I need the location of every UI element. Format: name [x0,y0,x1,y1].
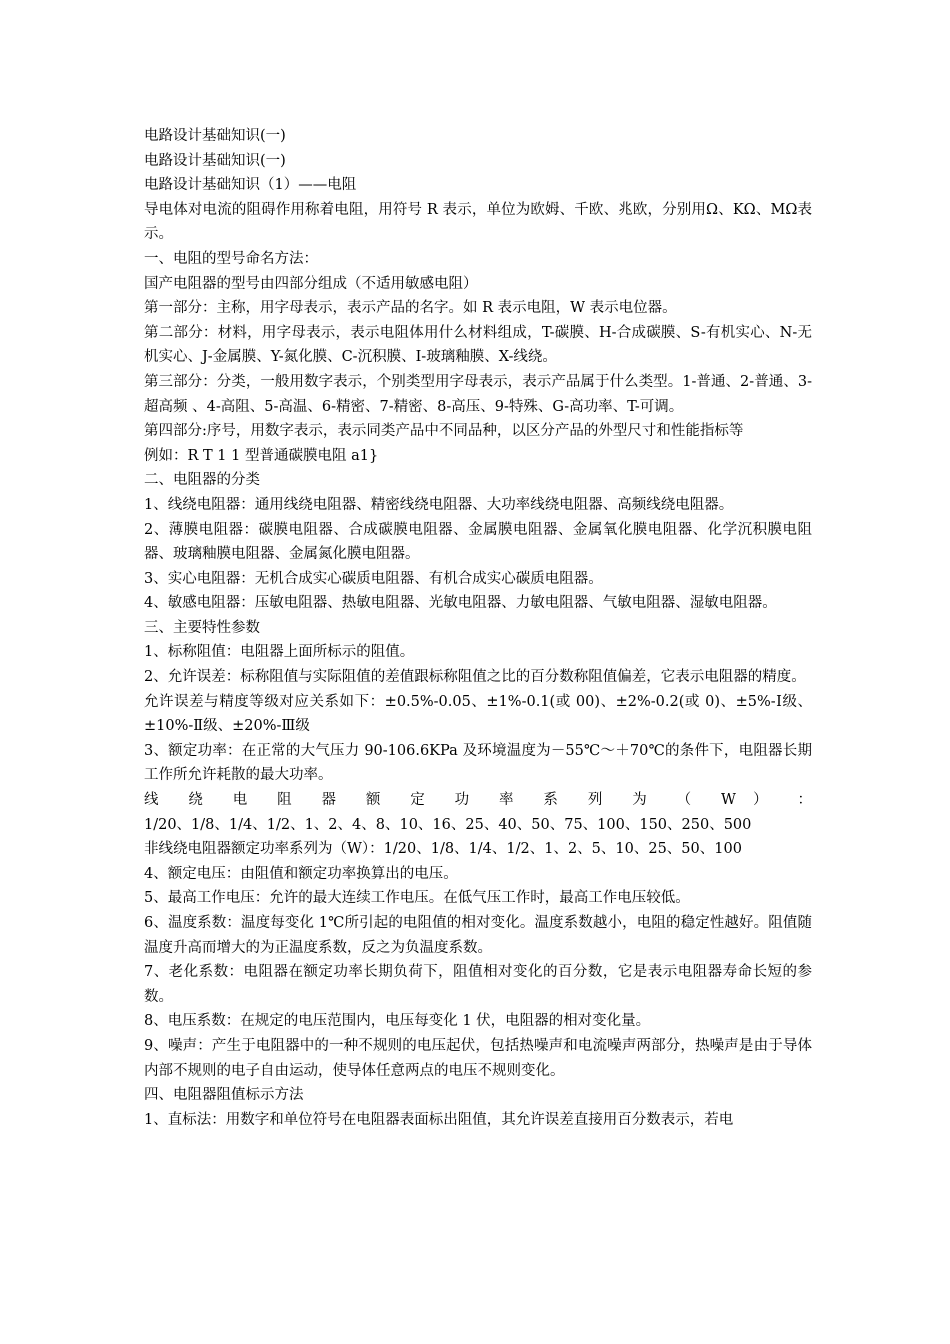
paragraph: 第二部分：材料，用字母表示，表示电阻体用什么材料组成，T-碳膜、H-合成碳膜、S-有机实心、N-无机实心、J-金属膜、Y-氮化膜、C-沉积膜、I-玻璃釉膜、X-线绕。 [144,324,812,366]
list-item: 1、线绕电阻器：通用线绕电阻器、精密线绕电阻器、大功率线绕电阻器、高频线绕电阻器。 [144,496,734,513]
list-item: 3、实心电阻器：无机合成实心碳质电阻器、有机合成实心碳质电阻器。 [144,570,603,587]
paragraph: 导电体对电流的阻碍作用称着电阻，用符号 R 表示，单位为欧姆、千欧、兆欧，分别用Ω、KΩ、MΩ表示。 [144,201,812,243]
list-item: 2、薄膜电阻器：碳膜电阻器、合成碳膜电阻器、金属膜电阻器、金属氧化膜电阻器、化学沉积膜电阻器、玻璃釉膜电阻器、金属氮化膜电阻器。 [144,521,812,563]
paragraph-spread: 线 绕 电 阻 器 额 定 功 率 系 列 为 （ W ） ： [144,792,812,809]
section-heading: 一、电阻的型号命名方法： [144,250,318,267]
list-item: 1、直标法：用数字和单位符号在电阻器表面标出阻值，其允许误差直接用百分数表示，若电 [144,1111,734,1128]
paragraph: 1/20、1/8、1/4、1/2、1、2、4、8、10、16、25、40、50、75、100、150、250、500 [144,816,752,833]
list-item: 5、最高工作电压：允许的最大连续工作电压。在低气压工作时，最高工作电压较低。 [144,890,690,907]
list-item: 4、敏感电阻器：压敏电阻器、热敏电阻器、光敏电阻器、力敏电阻器、气敏电阻器、湿敏电阻器。 [144,595,777,612]
doc-title: 电路设计基础知识(一) [144,128,286,144]
section-heading: 三、主要特性参数 [144,619,260,636]
paragraph: 允许误差与精度等级对应关系如下：±0.5%-0.05、±1%-0.1(或 00)、±2%-0.2(或 0)、±5%-Ⅰ级、±10%-Ⅱ级、±20%-Ⅲ级 [144,693,812,735]
paragraph: 第四部分:序号，用数字表示，表示同类产品中不同品种，以区分产品的外型尺寸和性能指标等 [144,423,744,440]
list-item: 2、允许误差：标称阻值与实际阻值的差值跟标称阻值之比的百分数称阻值偏差，它表示电阻器的精度。 [144,669,806,686]
paragraph: 第三部分：分类，一般用数字表示，个别类型用字母表示，表示产品属于什么类型。1-普通、2-普通、3-超高频 、4-高阻、5-高温、6-精密、7-精密、8-高压、9-特殊、G-高功率、T-可调。 [144,373,812,415]
section-heading: 二、电阻器的分类 [144,472,260,489]
paragraph: 国产电阻器的型号由四部分组成（不适用敏感电阻） [144,275,478,292]
list-item: 8、电压系数：在规定的电压范围内，电压每变化 1 伏，电阻器的相对变化量。 [144,1013,651,1030]
list-item: 7、老化系数：电阻器在额定功率长期负荷下，阻值相对变化的百分数，它是表示电阻器寿命长短的参数。 [144,964,812,1005]
doc-title-repeat: 电路设计基础知识(一) [144,152,286,169]
list-item: 9、噪声：产生于电阻器中的一种不规则的电压起伏，包括热噪声和电流噪声两部分，热噪声是由于导体内部不规则的电子自由运动，使导体任意两点的电压不规则变化。 [144,1037,812,1079]
list-item: 3、额定功率：在正常的大气压力 90-106.6KPa 及环境温度为－55℃～＋70℃的条件下，电阻器长期工作所允许耗散的最大功率。 [144,742,812,784]
section-heading: 电路设计基础知识（1）——电阻 [144,177,357,194]
section-heading: 四、电阻器阻值标示方法 [144,1087,304,1104]
paragraph: 非线绕电阻器额定功率系列为（W）：1/20、1/8、1/4、1/2、1、2、5、10、25、50、100 [144,841,742,858]
list-item: 1、标称阻值：电阻器上面所标示的阻值。 [144,644,415,661]
paragraph: 第一部分：主称，用字母表示，表示产品的名字。如 R 表示电阻，W 表示电位器。 [144,300,677,317]
list-item: 6、温度系数：温度每变化 1℃所引起的电阻值的相对变化。温度系数越小，电阻的稳定性越好。阻值随温度升高而增大的为正温度系数，反之为负温度系数。 [144,915,812,956]
list-item: 4、额定电压：由阻值和额定功率换算出的电压。 [144,865,458,882]
document-body [144,124,812,1132]
paragraph: 例如：R T 1 1 型普通碳膜电阻 a1} [144,447,379,464]
